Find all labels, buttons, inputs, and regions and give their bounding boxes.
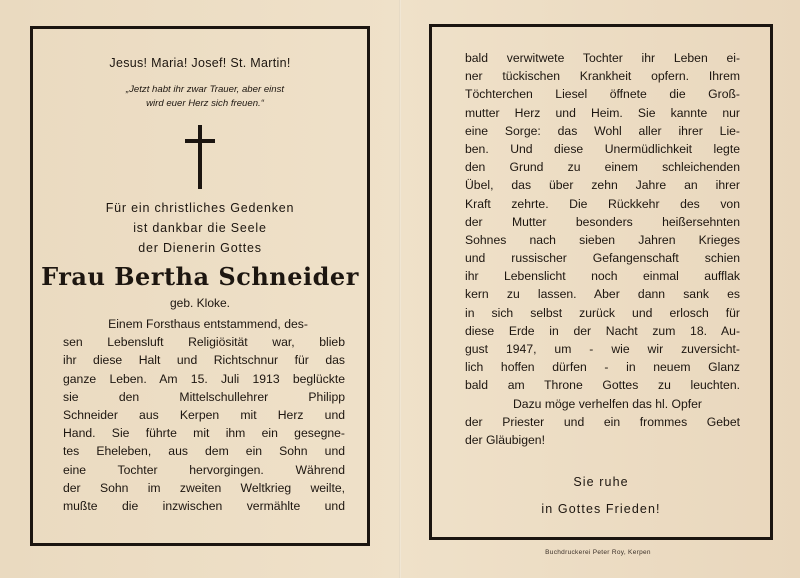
body-line: Schneider aus Kerpen mit Herz und: [63, 407, 345, 422]
body-line: Hand. Sie führte mit ihm ein gesegne-: [63, 426, 345, 441]
body-line: Kraft zehrte. Die Rückkehr des von: [465, 196, 740, 211]
cross-icon: [185, 125, 215, 189]
intro-line: Für ein christliches Gedenken: [105, 201, 295, 215]
body-line: ben. Und diese Unermüdlichkeit legte: [465, 141, 740, 156]
right-card-frame: [429, 24, 773, 540]
body-line: bald am Throne Gottes zu leuchten.: [465, 378, 740, 393]
body-line: Sohnes nach sieben Jahren Krieges: [465, 232, 740, 247]
bible-quote: [73, 83, 337, 111]
body-line: lich hoffen dürfen - in neuem Glanz: [465, 360, 740, 375]
body-line: sen Lebensluft Religiösität war, blieb: [63, 335, 345, 350]
body-line: mußte die inzwischen vermählte und: [63, 498, 345, 513]
body-line: kern zu lassen. Aber dann sank es: [465, 287, 740, 302]
body-line: eine Sorge: das Wohl aller ihrer Lie-: [465, 123, 740, 138]
quote-line: „Jetzt habt ihr zwar Trauer, aber einst: [125, 84, 285, 95]
body-line: tes Eheleben, aus dem ein Sohn und: [63, 444, 345, 459]
body-line: ihr diese Halt und Richtschnur für das: [63, 353, 345, 368]
body-line: der Sohn im zweiten Weltkrieg weilte,: [63, 480, 345, 495]
rest-line-2: in Gottes Frieden!: [541, 502, 661, 516]
body-line: Übel, das über zehn Jahre an ihrer: [465, 178, 740, 193]
body-line: den Grund zu einem schleichenden: [465, 160, 740, 175]
printer-credit: Buchdruckerei Peter Roy, Kerpen: [545, 549, 651, 556]
body-line: der Gläubigen!: [465, 432, 545, 447]
body-line: und russischer Gefangenschaft schien: [465, 251, 740, 266]
right-body-text: [465, 49, 740, 449]
intro-line: ist dankbar die Seele: [133, 221, 267, 235]
center-fold: [399, 0, 401, 578]
body-line: ner tückischen Krankheit opfern. Ihrem: [465, 69, 740, 84]
left-card-frame: [30, 26, 370, 546]
body-line: mutter Herz und Heim. Sie kannte nur: [465, 105, 740, 120]
maiden-name: geb. Kloke.: [169, 296, 231, 310]
body-line: der Priester und ein frommes Gebet: [465, 414, 740, 429]
quote-line: wird euer Herz sich freuen.“: [146, 98, 264, 109]
body-line: in sich selbst zurück und erlosch für: [465, 305, 740, 320]
body-line: ihr Lebenslicht noch einmal aufflak: [465, 269, 740, 284]
body-line: der Mutter besonders heißersehnten: [465, 214, 740, 229]
body-line: diese Erde in der Nacht zum 18. Au-: [465, 323, 740, 338]
rest-line-1: Sie ruhe: [573, 475, 629, 489]
left-body-text: [63, 315, 345, 515]
body-line: Einem Forsthaus entstammend, des-: [108, 317, 308, 331]
body-line: Dazu möge verhelfen das hl. Opfer: [512, 396, 702, 411]
deceased-name: Frau Bertha Schneider: [41, 262, 359, 291]
body-line: gust 1947, um - wie wir zuversicht-: [465, 342, 740, 356]
saints-invocation: Jesus! Maria! Josef! St. Martin!: [109, 56, 291, 70]
body-line: Töchterchen Liesel öffnete die Groß-: [465, 87, 740, 102]
body-line: bald verwitwete Tochter ihr Leben ei-: [465, 51, 740, 65]
body-line: eine Tochter hervorgingen. Während: [63, 462, 345, 477]
body-line: sie den Mittelschullehrer Philipp: [63, 389, 345, 404]
body-line: ganze Leben. Am 15. Juli 1913 beglückte: [63, 371, 345, 386]
intro-line: der Dienerin Gottes: [138, 241, 262, 255]
